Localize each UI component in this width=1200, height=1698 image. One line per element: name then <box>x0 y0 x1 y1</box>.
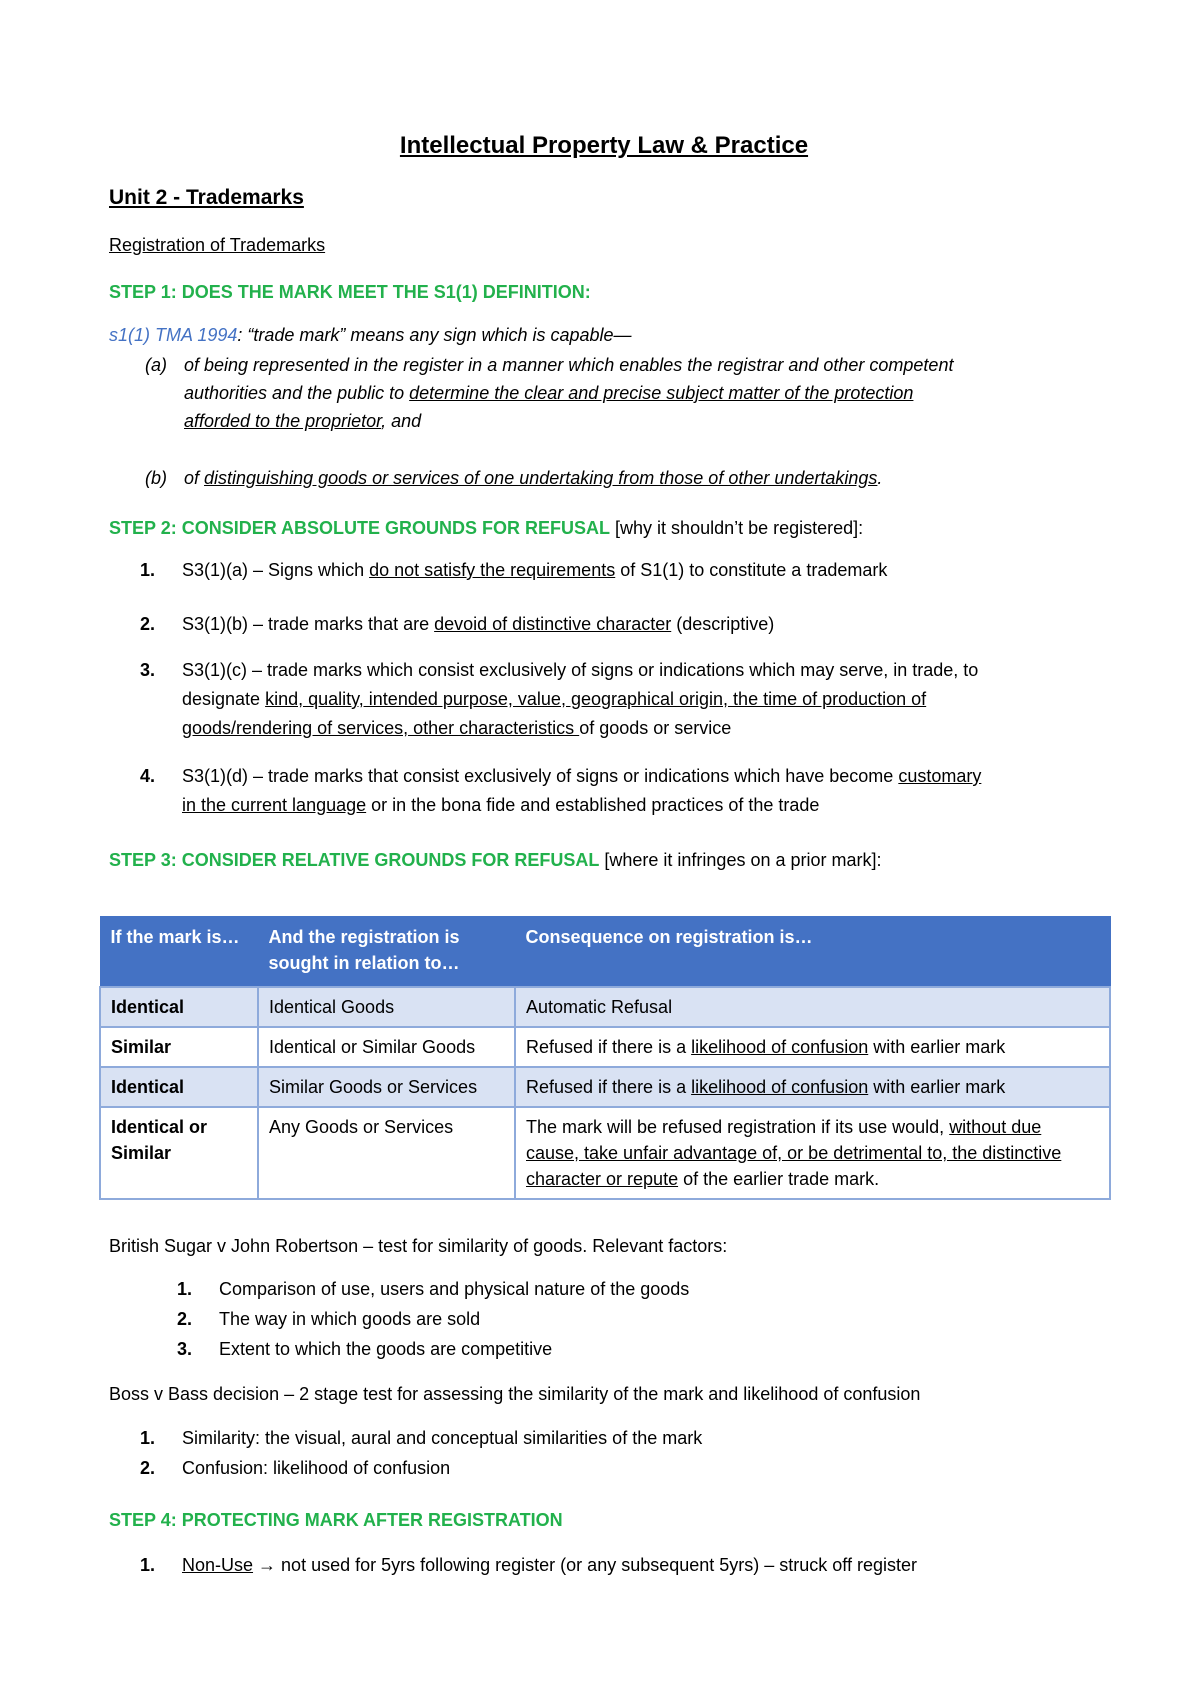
clause-a-line2 <box>184 379 913 408</box>
table-header: Consequence on registration is… <box>515 916 1110 987</box>
table-cell-consequence <box>515 1067 1110 1107</box>
ground-underlined-2: in the current language <box>182 795 367 815</box>
list-number: 3. <box>140 660 156 680</box>
ground-underlined-2: goods/rendering of services, other characteristics <box>182 718 580 738</box>
clause-a-underlined: determine the clear and precise subject matter of the protection <box>409 383 914 403</box>
list-number: 4. <box>140 766 156 786</box>
list-number: 2. <box>177 1309 193 1329</box>
table-cell-goods: Identical Goods <box>258 987 515 1027</box>
consequence-text: Refused if there is a <box>526 1077 692 1097</box>
consequence-text-end: of the earlier trade mark. <box>678 1169 880 1189</box>
list-text <box>182 556 1102 585</box>
list-text: The way in which goods are sold <box>219 1309 481 1329</box>
definition-text: : “trade mark” means any sign which is capable— <box>237 325 632 345</box>
table-header: If the mark is… <box>100 916 258 987</box>
list-number: 1. <box>140 1428 156 1448</box>
list-text: Extent to which the goods are competitive <box>219 1339 553 1359</box>
ground-text-end: of S1(1) to constitute a trademark <box>615 560 888 580</box>
unit-heading: Unit 2 - Trademarks <box>109 186 304 209</box>
ground-text-end: (descriptive) <box>671 614 775 634</box>
clause-a-end: , and <box>381 411 422 431</box>
step3-heading-line <box>109 846 882 875</box>
step2-heading-line <box>109 514 863 543</box>
list-text <box>182 656 1102 743</box>
table-cell-mark: Identical <box>100 1067 258 1107</box>
table-row <box>100 987 1110 1027</box>
statute-reference: s1(1) TMA 1994 <box>109 325 238 345</box>
consequence-underlined: without due cause, take unfair advantage of, or be detrimental to, the distinctive character or repute <box>526 1117 1062 1189</box>
step1-definition <box>109 321 632 350</box>
step1-heading: STEP 1: DOES THE MARK MEET THE S1(1) DEFINITION: <box>109 282 591 302</box>
clause-b-text <box>184 464 882 493</box>
ground-text: S3(1)(b) – trade marks that are <box>182 614 435 634</box>
step2-note: [why it shouldn’t be registered]: <box>610 518 864 538</box>
consequence-text: Refused if there is a <box>526 1037 692 1057</box>
clause-a-underlined-end: afforded to the proprietor <box>184 411 382 431</box>
table-cell-goods: Similar Goods or Services <box>258 1067 515 1107</box>
clause-a-line1: of being represented in the register in a manner which enables the registrar and other competent <box>184 355 954 375</box>
ground-underlined: do not satisfy the requirements <box>369 560 616 580</box>
table-row <box>100 1107 1110 1199</box>
list-number: 2. <box>140 614 156 634</box>
consequence-underlined: likelihood of confusion <box>691 1037 869 1057</box>
ground-text: S3(1)(a) – Signs which <box>182 560 370 580</box>
table-cell-mark: Identical <box>100 987 258 1027</box>
page-title: Intellectual Property Law & Practice <box>399 132 809 159</box>
ground-text-end: of goods or service <box>579 718 732 738</box>
clause-b-underlined: distinguishing goods or services of one undertaking from those of other undertakings <box>204 468 878 488</box>
step4-heading: STEP 4: PROTECTING MARK AFTER REGISTRATION <box>109 1510 563 1530</box>
clause-a-label: (a) <box>145 355 167 375</box>
ground-text: S3(1)(c) – trade marks which consist exclusively of signs or indications which may serve, in trade, to <box>182 660 979 680</box>
list-text: Comparison of use, users and physical nature of the goods <box>219 1279 690 1299</box>
table-cell-goods: Identical or Similar Goods <box>258 1027 515 1067</box>
ground-text-end: or in the bona fide and established practices of the trade <box>366 795 820 815</box>
step3-heading: STEP 3: CONSIDER RELATIVE GROUNDS FOR REFUSAL <box>109 850 600 870</box>
section-subheading: Registration of Trademarks <box>109 235 326 255</box>
list-number: 1. <box>140 560 156 580</box>
clause-a-text: authorities and the public to <box>184 383 410 403</box>
ground-text: S3(1)(d) – trade marks that consist exclusively of signs or indications which have become <box>182 766 899 786</box>
list-number: 3. <box>177 1339 193 1359</box>
table-cell-consequence <box>515 1107 1110 1199</box>
step2-heading: STEP 2: CONSIDER ABSOLUTE GROUNDS FOR REFUSAL <box>109 518 611 538</box>
non-use-text: not used for 5yrs following register (or any subsequent 5yrs) – struck off register <box>281 1555 918 1575</box>
list-number: 1. <box>177 1279 193 1299</box>
table-row <box>100 1027 1110 1067</box>
list-text <box>182 610 1102 639</box>
list-text: Similarity: the visual, aural and conceptual similarities of the mark <box>182 1428 703 1448</box>
list-text <box>182 1551 1102 1580</box>
table-cell-consequence: Automatic Refusal <box>515 987 1110 1027</box>
table-row <box>100 1067 1110 1107</box>
ground-underlined: customary <box>898 766 982 786</box>
right-arrow-icon: → <box>253 1555 282 1575</box>
list-number: 2. <box>140 1458 156 1478</box>
consequence-text-end: with earlier mark <box>868 1077 1006 1097</box>
clause-a-line3 <box>184 407 421 436</box>
consequence-underlined: likelihood of confusion <box>691 1077 869 1097</box>
relative-grounds-table <box>99 916 1111 1200</box>
table-cell-consequence <box>515 1027 1110 1067</box>
ground-underlined: devoid of distinctive character <box>434 614 672 634</box>
consequence-text-end: with earlier mark <box>868 1037 1006 1057</box>
consequence-text: The mark will be refused registration if its use would, <box>526 1117 950 1137</box>
british-sugar-intro: British Sugar v John Robertson – test for similarity of goods. Relevant factors: <box>109 1236 728 1256</box>
ground-text-2: designate <box>182 689 266 709</box>
table-cell-mark: Similar <box>100 1027 258 1067</box>
table-cell-goods: Any Goods or Services <box>258 1107 515 1199</box>
table-header-row <box>100 916 1110 987</box>
clause-b-end: . <box>877 468 883 488</box>
list-text: Confusion: likelihood of confusion <box>182 1458 451 1478</box>
non-use-term: Non-Use <box>182 1555 254 1575</box>
ground-underlined: kind, quality, intended purpose, value, geographical origin, the time of production of <box>265 689 927 709</box>
list-text <box>182 762 1102 820</box>
clause-b-prefix: of <box>184 468 205 488</box>
table-cell-mark: Identical or Similar <box>100 1107 258 1199</box>
clause-b-label: (b) <box>145 468 167 488</box>
step3-note: [where it infringes on a prior mark]: <box>599 850 882 870</box>
table-header: And the registration is sought in relation to… <box>258 916 515 987</box>
boss-bass-intro: Boss v Bass decision – 2 stage test for assessing the similarity of the mark and likelihood of confusion <box>109 1384 921 1404</box>
list-number: 1. <box>140 1555 156 1575</box>
